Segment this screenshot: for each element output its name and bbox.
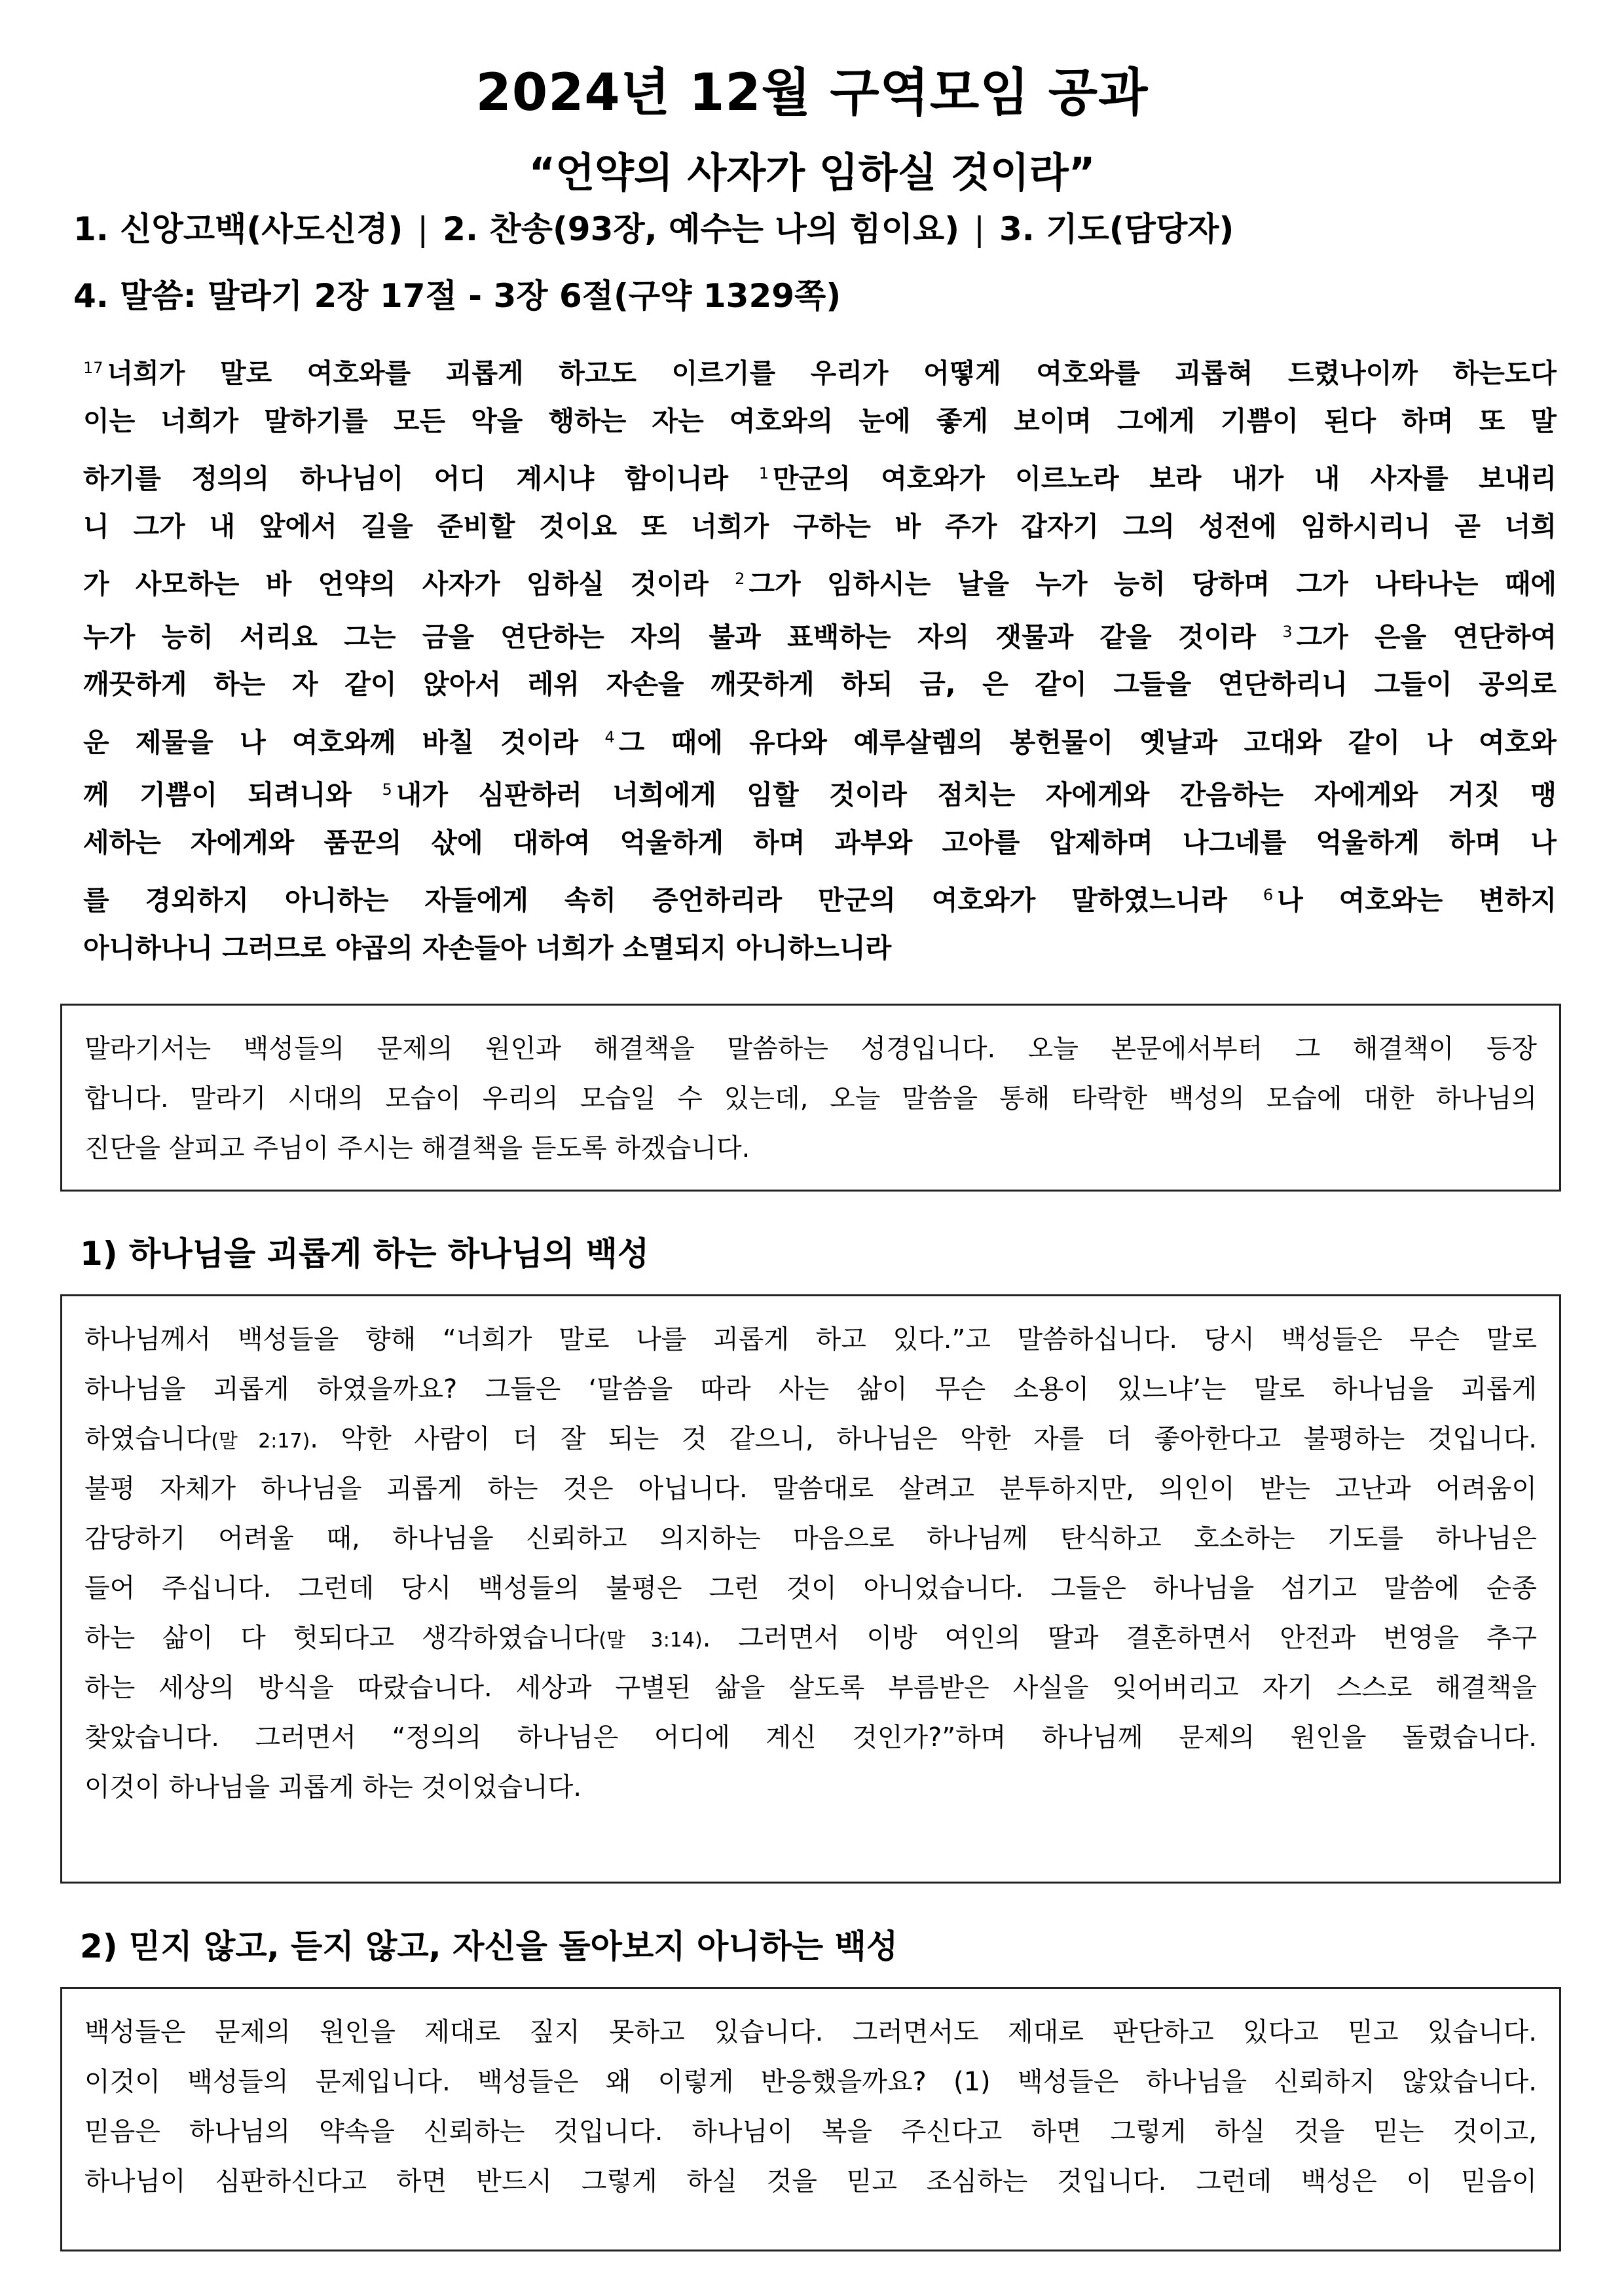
section-1-line: 하나님께서 백성들을 향해 “너희가 말로 나를 괴롭게 하고 있다.”고 말씀하십니다. 당시 백성들은 무슨 말로 <box>84 1324 1537 1355</box>
section-1-line: 들어 주십니다. 그런데 당시 백성들의 불평은 그런 것이 아니었습니다. 그들은 하나님을 섬기고 말씀에 순종 <box>84 1573 1537 1603</box>
section-2-line: 믿음은 하나님의 약속을 신뢰하는 것입니다. 하나님이 복을 주신다고 하면 그렇게 하실 것을 믿는 것이고, <box>84 2117 1537 2147</box>
verse-number: 5 <box>382 780 392 799</box>
order-separator: | <box>974 210 986 248</box>
order-item-hymn: 2. 찬송(93장, 예수는 나의 힘이요) <box>443 210 960 248</box>
section-1-line: 찾았습니다. 그러면서 “정의의 하나님은 어디에 계신 것인가?”하며 하나님께 문제의 원인을 돌렸습니다. <box>84 1722 1537 1753</box>
scripture-line: $^{17}$ 너희가 말로 여호와를 괴롭게 하고도 이르기를 우리가 어떻게 여호와를 괴롭혀 드렸나이까 하는도다 <box>83 357 1557 389</box>
scripture-line: 를 경외하지 아니하는 자들에게 속히 증언하리라 만군의 여호와가 말하였느니라 $^6$ 나 여호와는 변하지 <box>83 884 1557 916</box>
scripture-line: 가 사모하는 바 언약의 사자가 임하실 것이라 $^2$ 그가 임하시는 날을 누가 능히 당하며 그가 나타나는 때에 <box>83 568 1557 600</box>
section-2-heading: 2) 믿지 않고, 듣지 않고, 자신을 돌아보지 아니하는 백성 <box>80 1927 898 1965</box>
scripture-line: 께 기쁨이 되려니와 $^5$ 내가 심판하러 너희에게 임할 것이라 점치는 자에게와 간음하는 자에게와 거짓 맹 <box>83 779 1557 811</box>
scripture-line: 아니하나니 그러므로 야곱의 자손들아 너희가 소멸되지 아니하느니라 <box>83 932 892 964</box>
scripture-line: 니 그가 내 앞에서 길을 준비할 것이요 또 너희가 구하는 바 주가 갑자기 그의 성전에 임하시리니 곧 너희 <box>83 510 1557 542</box>
intro-line: 합니다. 말라기 시대의 모습이 우리의 모습일 수 있는데, 오늘 말씀을 통해 타락한 백성의 모습에 대한 하나님의 <box>84 1084 1537 1114</box>
section-1-line: 이것이 하나님을 괴롭게 하는 것이었습니다. <box>84 1772 582 1802</box>
order-item-prayer: 3. 기도(담당자) <box>999 210 1234 248</box>
page-title: 2024년 12월 구역모임 공과 <box>475 64 1149 122</box>
section-2-box <box>60 1987 1561 2251</box>
verse-number: 1 <box>758 464 769 483</box>
section-1-line: 불평 자체가 하나님을 괴롭게 하는 것은 아닙니다. 말씀대로 살려고 분투하지만, 의인이 받는 고난과 어려움이 <box>84 1474 1537 1504</box>
section-2-line: 이것이 백성들의 문제입니다. 백성들은 왜 이렇게 반응했을까요? (1) 백성들은 하나님을 신뢰하지 않았습니다. <box>84 2067 1537 2097</box>
verse-number: 3 <box>1282 622 1293 641</box>
scripture-passage <box>83 342 1557 974</box>
intro-line: 진단을 살피고 주님이 주시는 해결책을 듣도록 하겠습니다. <box>84 1133 750 1163</box>
section-2-line: 하나님이 심판하신다고 하면 반드시 그렇게 하실 것을 믿고 조심하는 것입니다. 그런데 백성은 이 믿음이 <box>84 2166 1537 2196</box>
scripture-line: 하기를 정의의 하나님이 어디 계시냐 함이니라 $^1$ 만군의 여호와가 이르노라 보라 내가 내 사자를 보내리 <box>83 463 1557 494</box>
section-1-heading: 1) 하나님을 괴롭게 하는 하나님의 백성 <box>80 1235 650 1273</box>
section-1-line: 하는 삶이 다 헛되다고 생각하였습니다(말 3:14). 그러면서 이방 여인의 딸과 결혼하면서 안전과 번영을 추구 <box>84 1623 1538 1653</box>
section-1-line: 감당하기 어려울 때, 하나님을 신뢰하고 의지하는 마음으로 하나님께 탄식하고 호소하는 기도를 하나님은 <box>84 1523 1537 1554</box>
scripture-line: 누가 능히 서리요 그는 금을 연단하는 자의 불과 표백하는 자의 잿물과 같을 것이라 $^3$ 그가 은을 연단하여 <box>83 621 1557 653</box>
verse-number: 6 <box>1263 886 1274 904</box>
intro-line: 말라기서는 백성들의 문제의 원인과 해결책을 말씀하는 성경입니다. 오늘 본문에서부터 그 해결책이 등장 <box>84 1034 1537 1064</box>
verse-number: 4 <box>604 727 615 746</box>
section-1-line: 하는 세상의 방식을 따랐습니다. 세상과 구별된 삶을 살도록 부름받은 사실을 잊어버리고 자기 스스로 해결책을 <box>84 1673 1537 1703</box>
bible-reference: (말 3:14) <box>599 1629 703 1652</box>
scripture-line: 깨끗하게 하는 자 같이 앉아서 레위 자손을 깨끗하게 하되 금, 은 같이 그들을 연단하리니 그들이 공의로 <box>83 668 1557 700</box>
order-item-creed: 1. 신앙고백(사도신경) <box>73 210 403 248</box>
order-of-service-line-1 <box>73 208 1234 250</box>
section-1-line: 하나님을 괴롭게 하였을까요? 그들은 ‘말씀을 따라 사는 삶이 무슨 소용이 있느냐’는 말로 하나님을 괴롭게 <box>84 1374 1537 1404</box>
page-subtitle: “언약의 사자가 임하실 것이라” <box>528 149 1096 196</box>
section-2-line: 백성들은 문제의 원인을 제대로 짚지 못하고 있습니다. 그러면서도 제대로 판단하고 있다고 믿고 있습니다. <box>84 2017 1537 2047</box>
bible-reference: (말 2:17) <box>211 1430 310 1453</box>
verse-number: 17 <box>83 359 103 377</box>
scripture-line: 세하는 자에게와 품꾼의 삯에 대하여 억울하게 하며 과부와 고아를 압제하며 나그네를 억울하게 하며 나 <box>83 826 1557 858</box>
section-1-box <box>60 1294 1561 1884</box>
order-item-scripture-reference: 4. 말씀: 말라기 2장 17절 - 3장 6절(구약 1329쪽) <box>73 277 841 315</box>
order-separator: | <box>417 210 429 248</box>
verse-number: 2 <box>735 570 745 588</box>
scripture-line: 운 제물을 나 여호와께 바칠 것이라 $^4$ 그 때에 유다와 예루살렘의 봉헌물이 옛날과 고대와 같이 나 여호와 <box>83 726 1557 758</box>
intro-box <box>60 1004 1561 1192</box>
section-1-line: 하였습니다(말 2:17). 악한 사람이 더 잘 되는 것 같으니, 하나님은 악한 자를 더 좋아한다고 불평하는 것입니다. <box>84 1424 1537 1454</box>
scripture-line: 이는 너희가 말하기를 모든 악을 행하는 자는 여호와의 눈에 좋게 보이며 그에게 기쁨이 된다 하며 또 말 <box>83 405 1557 437</box>
